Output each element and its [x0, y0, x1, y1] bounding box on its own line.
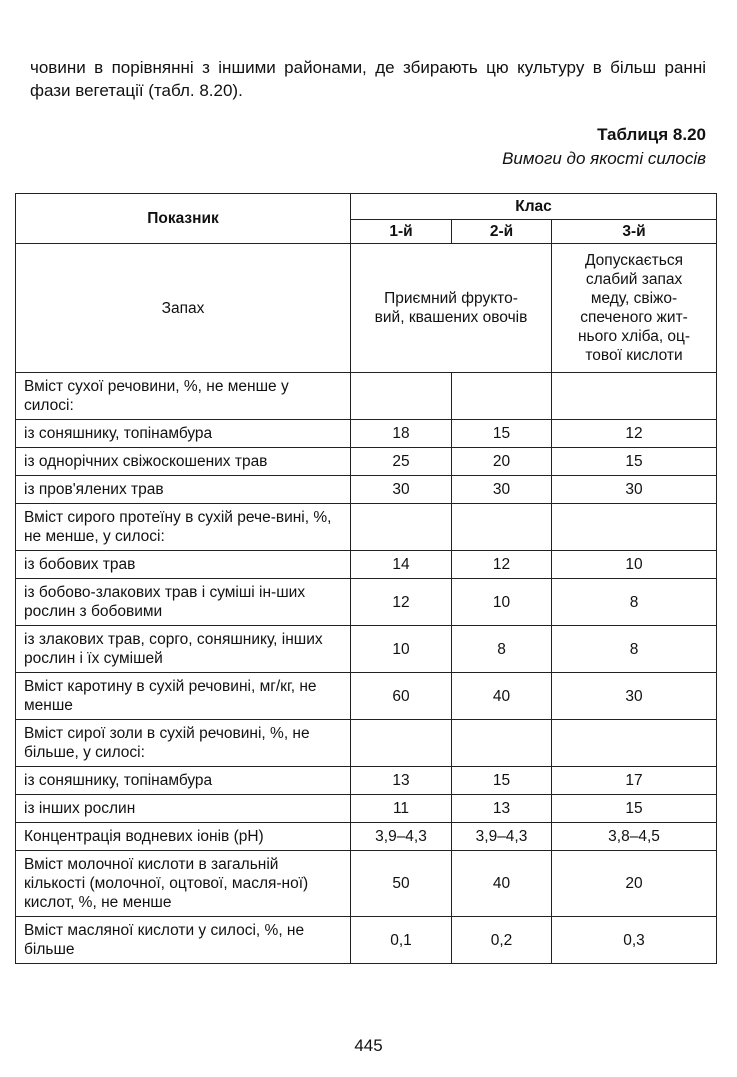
row-class-2-value: 8 — [452, 626, 552, 673]
smell-class-1-2 — [351, 244, 552, 373]
table-row — [16, 851, 717, 917]
smell-label: Запах — [16, 244, 351, 373]
row-label: із пров'ялених трав — [16, 476, 351, 504]
table-row — [16, 448, 717, 476]
row-class-3-value: 8 — [552, 626, 717, 673]
row-class-3-value: 30 — [552, 476, 717, 504]
row-class-1-value: 3,9–4,3 — [351, 823, 452, 851]
row-class-2-value: 40 — [452, 851, 552, 917]
row-class-1-value: 10 — [351, 626, 452, 673]
table-number: Таблиця 8.20 — [597, 125, 706, 144]
row-class-1-value: 12 — [351, 579, 452, 626]
row-class-2-value — [452, 373, 552, 420]
row-label: Вміст молочної кислоти в загальній кількості (молочної, оцтової, масля-ної) кислот, %, не менше — [16, 851, 351, 917]
intro-paragraph: човини в порівнянні з іншими районами, де збирають цю культуру в більш ранні фази вегетації (табл. 8.20). — [30, 58, 706, 100]
row-label: із бобових трав — [16, 551, 351, 579]
row-class-2-value: 15 — [452, 420, 552, 448]
row-class-2-value: 3,9–4,3 — [452, 823, 552, 851]
table-row — [16, 823, 717, 851]
table-row — [16, 767, 717, 795]
row-class-1-value — [351, 720, 452, 767]
row-label: Вміст каротину в сухій речовині, мг/кг, не менше — [16, 673, 351, 720]
row-class-2-value: 30 — [452, 476, 552, 504]
smell-class-3 — [552, 244, 717, 373]
row-class-3-value: 0,3 — [552, 917, 717, 964]
silage-quality-table — [15, 193, 717, 964]
row-class-3-value: 15 — [552, 448, 717, 476]
row-label: із однорічних свіжоскошених трав — [16, 448, 351, 476]
header-class-2: 2-й — [452, 220, 552, 244]
header-class: Клас — [351, 194, 717, 220]
row-label: із інших рослин — [16, 795, 351, 823]
row-class-1-value — [351, 373, 452, 420]
row-class-1-value: 18 — [351, 420, 452, 448]
table-row — [16, 673, 717, 720]
row-class-1-value: 0,1 — [351, 917, 452, 964]
table-row — [16, 917, 717, 964]
row-class-2-value — [452, 504, 552, 551]
row-class-2-value: 12 — [452, 551, 552, 579]
row-class-1-value: 25 — [351, 448, 452, 476]
row-class-3-value: 10 — [552, 551, 717, 579]
row-label: Концентрація водневих іонів (pH) — [16, 823, 351, 851]
row-label: Вміст сирого протеїну в сухій рече-вині, %, не менше, у силосі: — [16, 504, 351, 551]
row-class-3-value — [552, 720, 717, 767]
table-row-smell — [16, 244, 717, 373]
row-class-2-value — [452, 720, 552, 767]
row-class-1-value — [351, 504, 452, 551]
table-row — [16, 504, 717, 551]
smell-class-3-text: Допускається слабий запах меду, свіжо-спеченого жит-нього хліба, оц-тової кислоти — [577, 252, 691, 364]
row-label: Вміст сирої золи в сухій речовині, %, не більше, у силосі: — [16, 720, 351, 767]
row-class-1-value: 13 — [351, 767, 452, 795]
row-class-1-value: 11 — [351, 795, 452, 823]
row-label: Вміст сухої речовини, %, не менше у силосі: — [16, 373, 351, 420]
table-row — [16, 420, 717, 448]
row-class-1-value: 14 — [351, 551, 452, 579]
row-label: із бобово-злакових трав і суміші ін-ших рослин з бобовими — [16, 579, 351, 626]
row-class-3-value — [552, 373, 717, 420]
row-class-3-value: 12 — [552, 420, 717, 448]
row-class-1-value: 50 — [351, 851, 452, 917]
row-class-2-value: 15 — [452, 767, 552, 795]
page-number: 445 — [354, 1036, 383, 1055]
row-class-3-value — [552, 504, 717, 551]
table-row — [16, 373, 717, 420]
table-row — [16, 720, 717, 767]
row-class-1-value: 30 — [351, 476, 452, 504]
row-class-2-value: 13 — [452, 795, 552, 823]
row-class-3-value: 3,8–4,5 — [552, 823, 717, 851]
row-class-3-value: 30 — [552, 673, 717, 720]
header-class-3: 3-й — [552, 220, 717, 244]
header-indicator: Показник — [16, 194, 351, 244]
row-class-2-value: 40 — [452, 673, 552, 720]
row-label: із соняшнику, топінамбура — [16, 767, 351, 795]
row-class-3-value: 20 — [552, 851, 717, 917]
row-label: із злакових трав, сорго, соняшнику, інших рослин і їх сумішей — [16, 626, 351, 673]
table-row — [16, 795, 717, 823]
table-row — [16, 551, 717, 579]
table-row — [16, 476, 717, 504]
row-class-2-value: 20 — [452, 448, 552, 476]
header-class-1: 1-й — [351, 220, 452, 244]
row-class-3-value: 8 — [552, 579, 717, 626]
table-row — [16, 579, 717, 626]
smell-class-1-2-text: Приємний фрукто-вий, квашених овочів — [374, 290, 528, 326]
row-class-3-value: 17 — [552, 767, 717, 795]
row-class-2-value: 0,2 — [452, 917, 552, 964]
table-row — [16, 626, 717, 673]
table-title: Вимоги до якості силосів — [502, 149, 706, 168]
row-class-3-value: 15 — [552, 795, 717, 823]
table-caption — [306, 124, 706, 170]
row-label: Вміст масляної кислоти у силосі, %, не більше — [16, 917, 351, 964]
row-class-1-value: 60 — [351, 673, 452, 720]
row-class-2-value: 10 — [452, 579, 552, 626]
row-label: із соняшнику, топінамбура — [16, 420, 351, 448]
